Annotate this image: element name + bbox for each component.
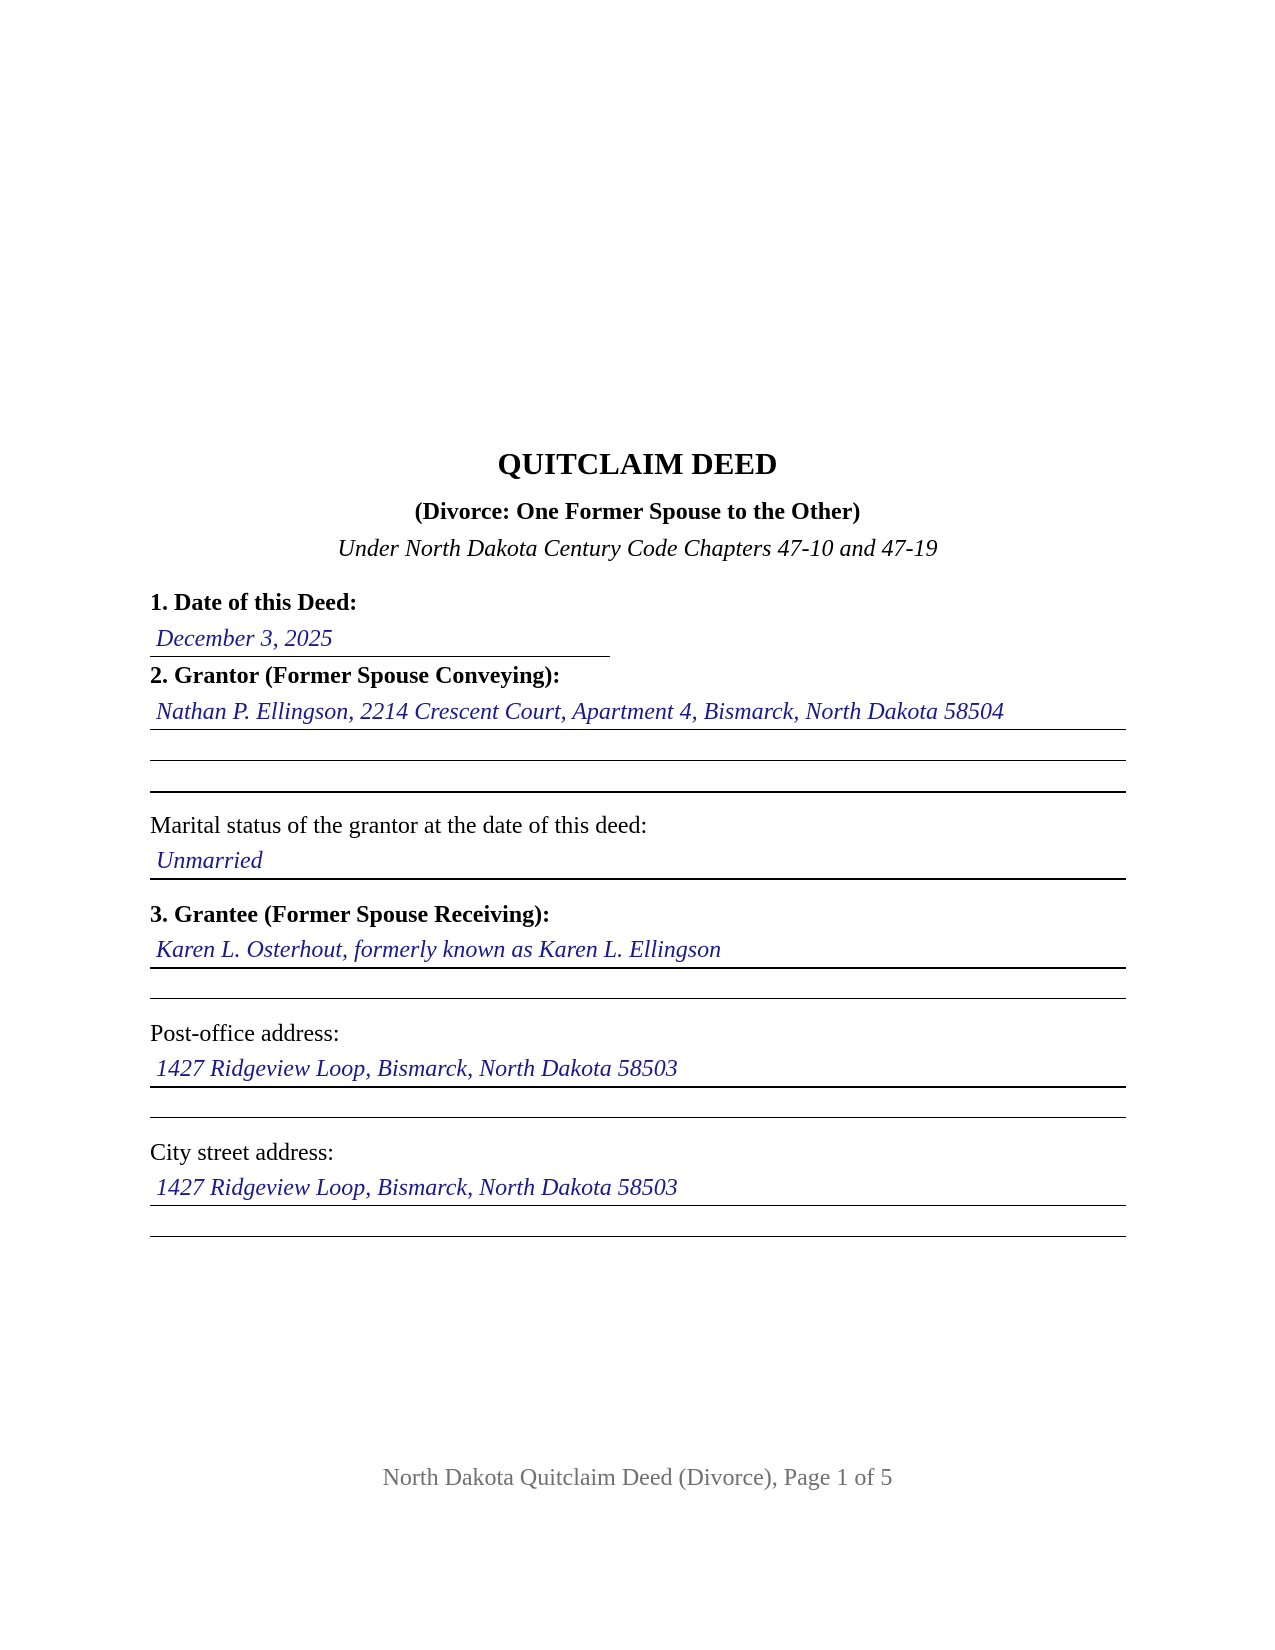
marital-status-label: Marital status of the grantor at the date of this deed: — [150, 813, 648, 839]
document-subtitle: (Divorce: One Former Spouse to the Other) — [414, 499, 861, 525]
date-label: 1. Date of this Deed: — [150, 590, 358, 616]
grantor-value: Nathan P. Ellingson, 2214 Crescent Court, Apartment 4, Bismarck, North Dakota 58504 — [156, 699, 1004, 725]
grantee-line-1 — [150, 967, 1126, 969]
post-office-label: Post-office address: — [150, 1021, 340, 1047]
post-office-line-1 — [150, 1086, 1126, 1088]
marital-status-value: Unmarried — [156, 848, 263, 874]
grantor-label: 2. Grantor (Former Spouse Conveying): — [150, 663, 561, 689]
grantor-line-2 — [150, 760, 1126, 761]
statute-reference: Under North Dakota Century Code Chapters 47-10 and 47-19 — [337, 536, 938, 562]
street-address-value: 1427 Ridgeview Loop, Bismarck, North Dakota 58503 — [156, 1175, 678, 1201]
grantee-line-2 — [150, 998, 1126, 999]
grantee-value: Karen L. Osterhout, formerly known as Karen L. Ellingson — [156, 937, 722, 963]
date-value: December 3, 2025 — [156, 626, 333, 652]
marital-status-line — [150, 878, 1126, 880]
street-address-line-1 — [150, 1205, 1126, 1206]
street-address-line-2 — [150, 1236, 1126, 1237]
grantee-label: 3. Grantee (Former Spouse Receiving): — [150, 902, 551, 928]
post-office-value: 1427 Ridgeview Loop, Bismarck, North Dakota 58503 — [156, 1056, 678, 1082]
date-line — [150, 656, 610, 657]
document-title: QUITCLAIM DEED — [497, 446, 778, 481]
page-footer: North Dakota Quitclaim Deed (Divorce), Page 1 of 5 — [382, 1465, 893, 1491]
street-address-label: City street address: — [150, 1140, 334, 1166]
grantor-line-3 — [150, 791, 1126, 793]
grantor-line-1 — [150, 729, 1126, 730]
post-office-line-2 — [150, 1117, 1126, 1118]
